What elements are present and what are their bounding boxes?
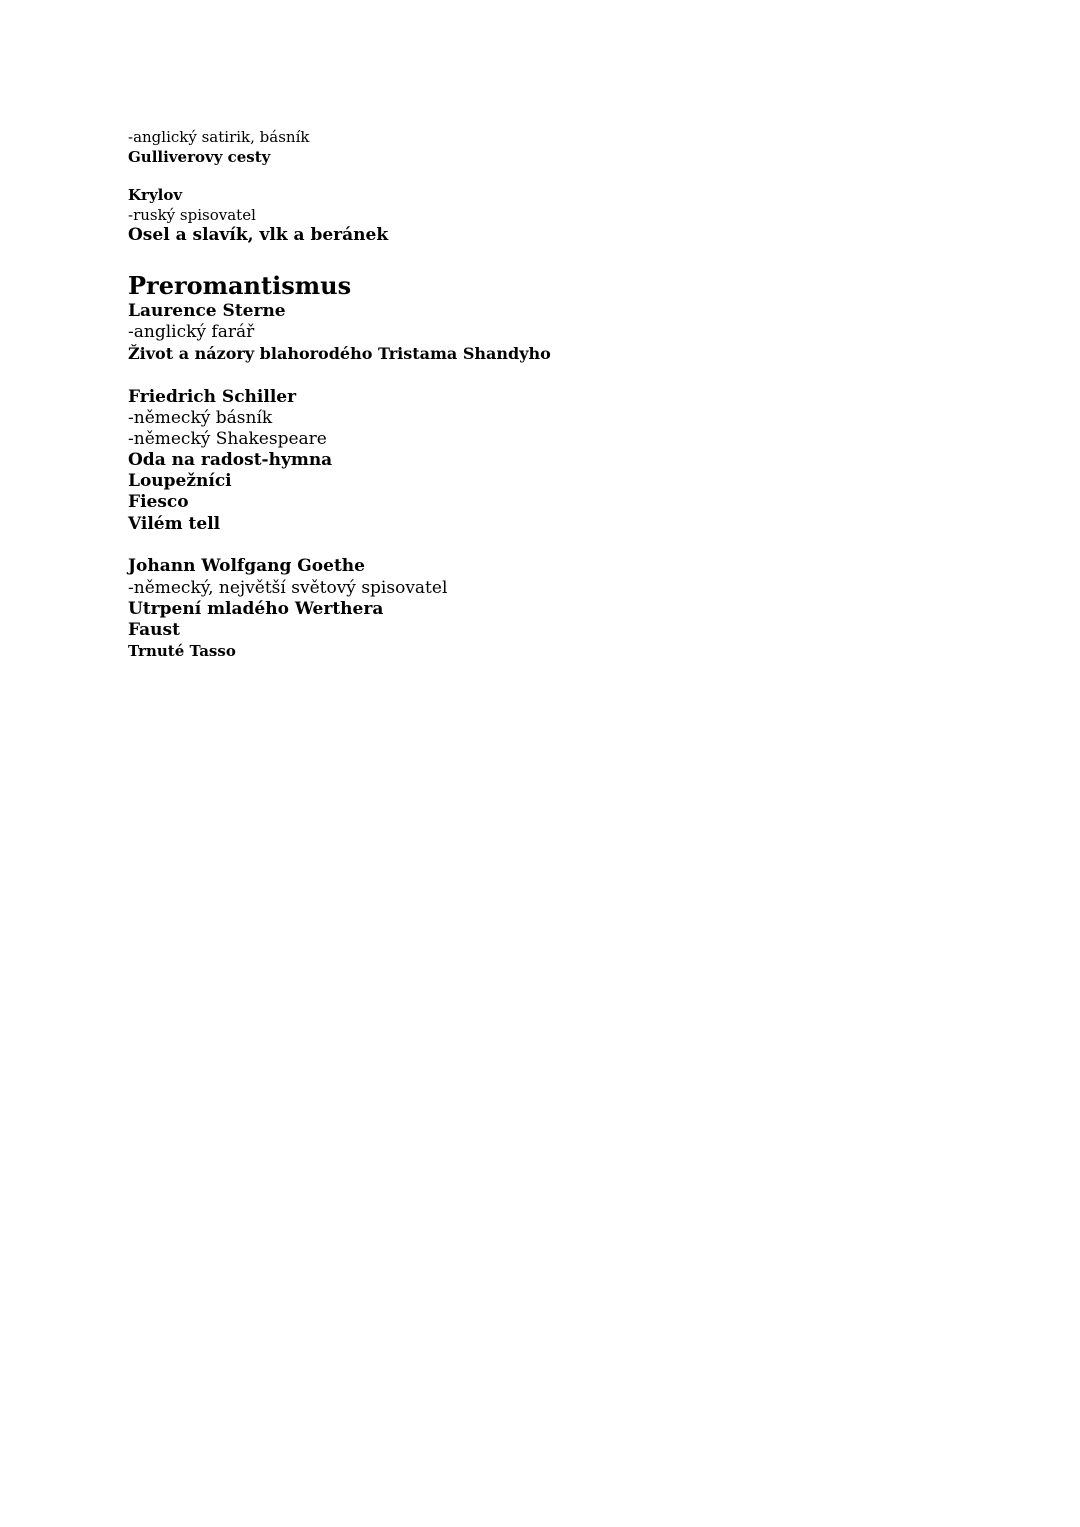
sterne-description: -anglický farář [128,322,255,342]
goethe-name: Johann Wolfgang Goethe [128,556,365,576]
goethe-description: -německý, největší světový spisovatel [128,578,448,598]
section-heading: Preromantismus [128,271,352,300]
goethe-work-title: Faust [128,620,180,640]
sterne-name: Laurence Sterne [128,301,286,321]
schiller-work-title: Loupežníci [128,471,232,491]
schiller-work-title: Oda na radost-hymna [128,450,333,470]
krylov-name: Krylov [128,186,183,204]
schiller-name: Friedrich Schiller [128,387,297,407]
goethe-work-title: Trnuté Tasso [128,642,236,660]
krylov-work-title: Osel a slavík, vlk a beránek [128,225,389,245]
schiller-work-title: Vilém tell [128,514,221,534]
schiller-description: -německý Shakespeare [128,429,327,449]
goethe-work-title: Utrpení mladého Werthera [128,599,384,619]
schiller-description: -německý básník [128,408,273,428]
schiller-work-title: Fiesco [128,492,189,512]
swift-description: -anglický satirik, básník [128,128,310,146]
sterne-work-title: Život a názory blahorodého Tristama Shandyho [128,344,551,363]
swift-work-title: Gulliverovy cesty [128,148,271,166]
krylov-description: -ruský spisovatel [128,206,256,224]
